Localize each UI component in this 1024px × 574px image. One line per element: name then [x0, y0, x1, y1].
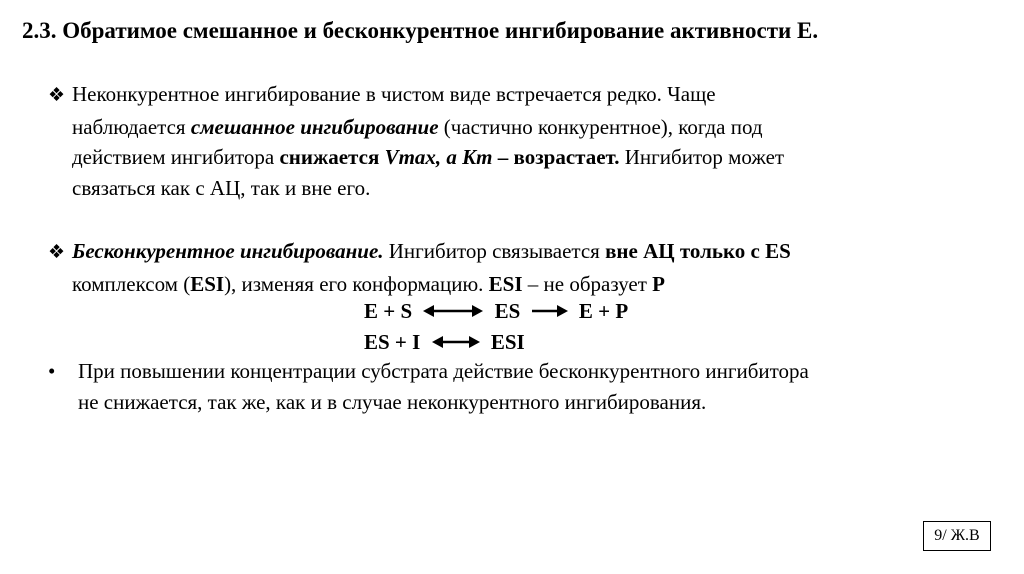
paragraph-substrate-effect	[48, 356, 1008, 417]
slide-title: 2.3. Обратимое смешанное и бесконкурентное ингибирование активности Е.	[22, 18, 819, 43]
text-line: При повышении концентрации субстрата действие бесконкурентного ингибитора	[78, 359, 809, 383]
equation-1	[364, 294, 628, 326]
text-segment: – не образует	[522, 271, 653, 296]
slide-number-badge: 9/ Ж.В	[923, 521, 991, 551]
term-mixed-inhibition: смешанное ингибирование	[190, 114, 439, 139]
text-bold: – возрастает.	[492, 145, 620, 169]
text-bold: вне АЦ только с ES	[605, 239, 791, 263]
paragraph-uncompetitive-inhibition	[48, 236, 1008, 299]
eq-term: E + P	[578, 299, 629, 324]
paragraph-mixed-inhibition	[48, 79, 1008, 203]
eq-term: E + S	[364, 299, 413, 324]
text-segment: (частично конкурентное), когда под	[438, 114, 763, 139]
eq-term: ES + I	[364, 330, 421, 355]
text-segment: действием ингибитора	[72, 145, 280, 169]
text-segment: комплексом (	[72, 271, 191, 296]
eq-term: ESI	[490, 330, 525, 355]
text-line: не снижается, так же, как и в случае неконкурентного ингибирования.	[78, 389, 707, 414]
double-arrow-icon	[423, 304, 483, 318]
text-bold: ESI	[488, 271, 523, 296]
text-segment: Ингибитор связывается	[383, 239, 606, 263]
diamond-bullet-icon: ❖	[48, 242, 66, 263]
bullet-dot-icon: •	[48, 359, 56, 383]
text-segment: наблюдается	[72, 114, 191, 139]
diamond-bullet-icon: ❖	[48, 85, 66, 106]
text-line: Неконкурентное ингибирование в чистом виде встречается редко. Чаще	[72, 82, 716, 106]
text-line: связаться как с АЦ, так и вне его.	[72, 175, 371, 200]
text-bold: Р	[652, 271, 665, 296]
double-arrow-icon	[432, 335, 480, 349]
eq-term: ES	[494, 299, 521, 324]
text-bold: снижается	[279, 145, 385, 169]
text-segment: ), изменяя его конформацию.	[224, 271, 489, 296]
term-uncompetitive-inhibition: Бесконкурентное ингибирование.	[72, 239, 384, 263]
right-arrow-icon	[532, 304, 568, 318]
text-bold: ESI	[190, 271, 225, 296]
text-vmax-km: Vmax, а Km	[384, 145, 493, 169]
text-segment: Ингибитор может	[619, 145, 785, 169]
equation-2	[364, 325, 525, 357]
